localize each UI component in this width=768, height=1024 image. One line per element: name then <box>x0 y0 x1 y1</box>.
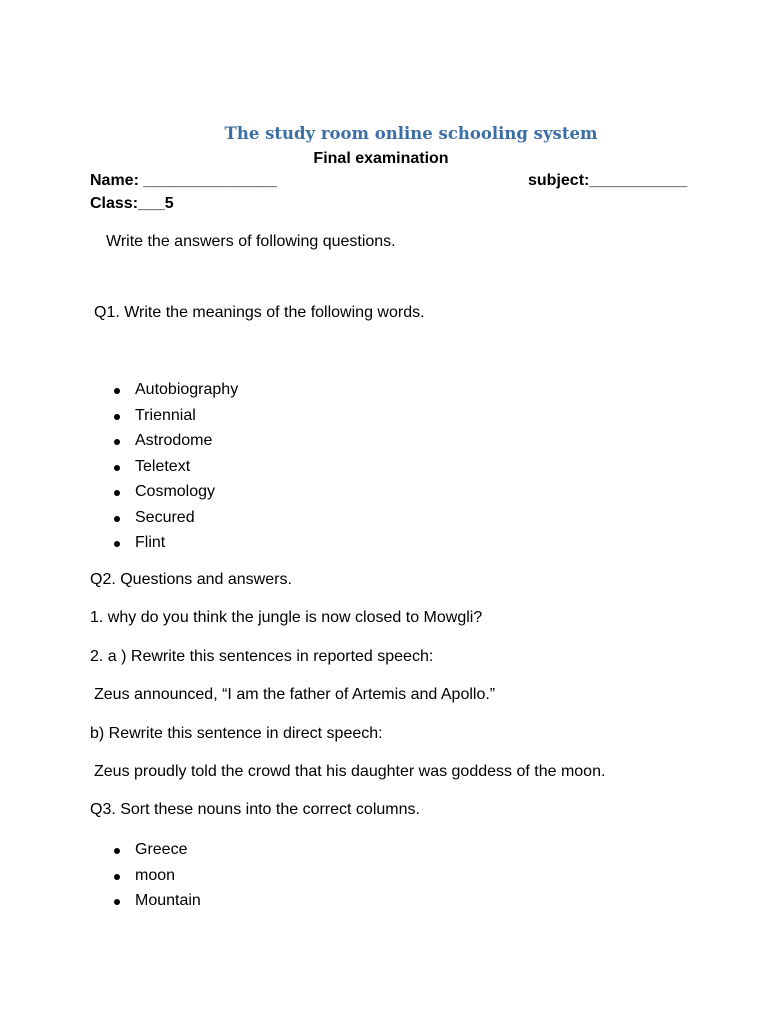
bullet-icon <box>114 414 120 420</box>
noun-label: moon <box>135 866 176 884</box>
word-label: Astrodome <box>135 432 213 449</box>
list-item <box>110 530 238 556</box>
name-field-label: Name: _______________ <box>90 172 277 189</box>
bullet-icon <box>114 848 120 854</box>
exam-subtitle: Final examination <box>313 150 449 167</box>
q3-heading: Q3. Sort these nouns into the correct columns. <box>90 801 420 818</box>
q3-noun-list <box>110 837 201 914</box>
noun-label: Mountain <box>135 892 201 909</box>
q2-heading: Q2. Questions and answers. <box>90 571 292 588</box>
word-label: Secured <box>135 508 195 526</box>
list-item <box>110 505 238 531</box>
list-item <box>110 837 201 863</box>
q2-item-2b: b) Rewrite this sentence in direct speech: <box>90 725 383 742</box>
class-field-label: Class:___5 <box>90 195 174 212</box>
word-label: Triennial <box>135 406 196 424</box>
bullet-icon <box>114 439 120 445</box>
school-title: The study room online schooling system <box>224 124 598 143</box>
q1-word-list <box>110 377 238 556</box>
bullet-icon <box>114 899 120 905</box>
bullet-icon <box>114 388 120 394</box>
bullet-icon <box>114 490 120 496</box>
list-item <box>110 403 238 429</box>
instructions-text: Write the answers of following questions. <box>106 233 396 250</box>
word-label: Flint <box>135 534 166 551</box>
q2-item-2b-sentence: Zeus proudly told the crowd that his daughter was goddess of the moon. <box>94 763 606 780</box>
list-item <box>110 454 238 480</box>
list-item <box>110 888 201 914</box>
bullet-icon <box>114 541 120 547</box>
subject-field-label: subject:___________ <box>528 172 688 189</box>
noun-label: Greece <box>135 841 188 858</box>
q2-item-2a: 2. a ) Rewrite this sentences in reported speech: <box>90 648 434 665</box>
bullet-icon <box>114 516 120 522</box>
word-label: Teletext <box>135 457 191 475</box>
q2-item-1: 1. why do you think the jungle is now closed to Mowgli? <box>90 609 483 626</box>
word-label: Cosmology <box>135 483 216 500</box>
q2-item-2a-sentence: Zeus announced, “I am the father of Artemis and Apollo.” <box>94 686 496 703</box>
q1-heading: Q1. Write the meanings of the following words. <box>94 304 425 321</box>
word-label: Autobiography <box>135 381 239 398</box>
bullet-icon <box>114 874 120 880</box>
list-item <box>110 863 201 889</box>
list-item <box>110 377 238 403</box>
list-item <box>110 428 238 454</box>
list-item <box>110 479 238 505</box>
bullet-icon <box>114 465 120 471</box>
